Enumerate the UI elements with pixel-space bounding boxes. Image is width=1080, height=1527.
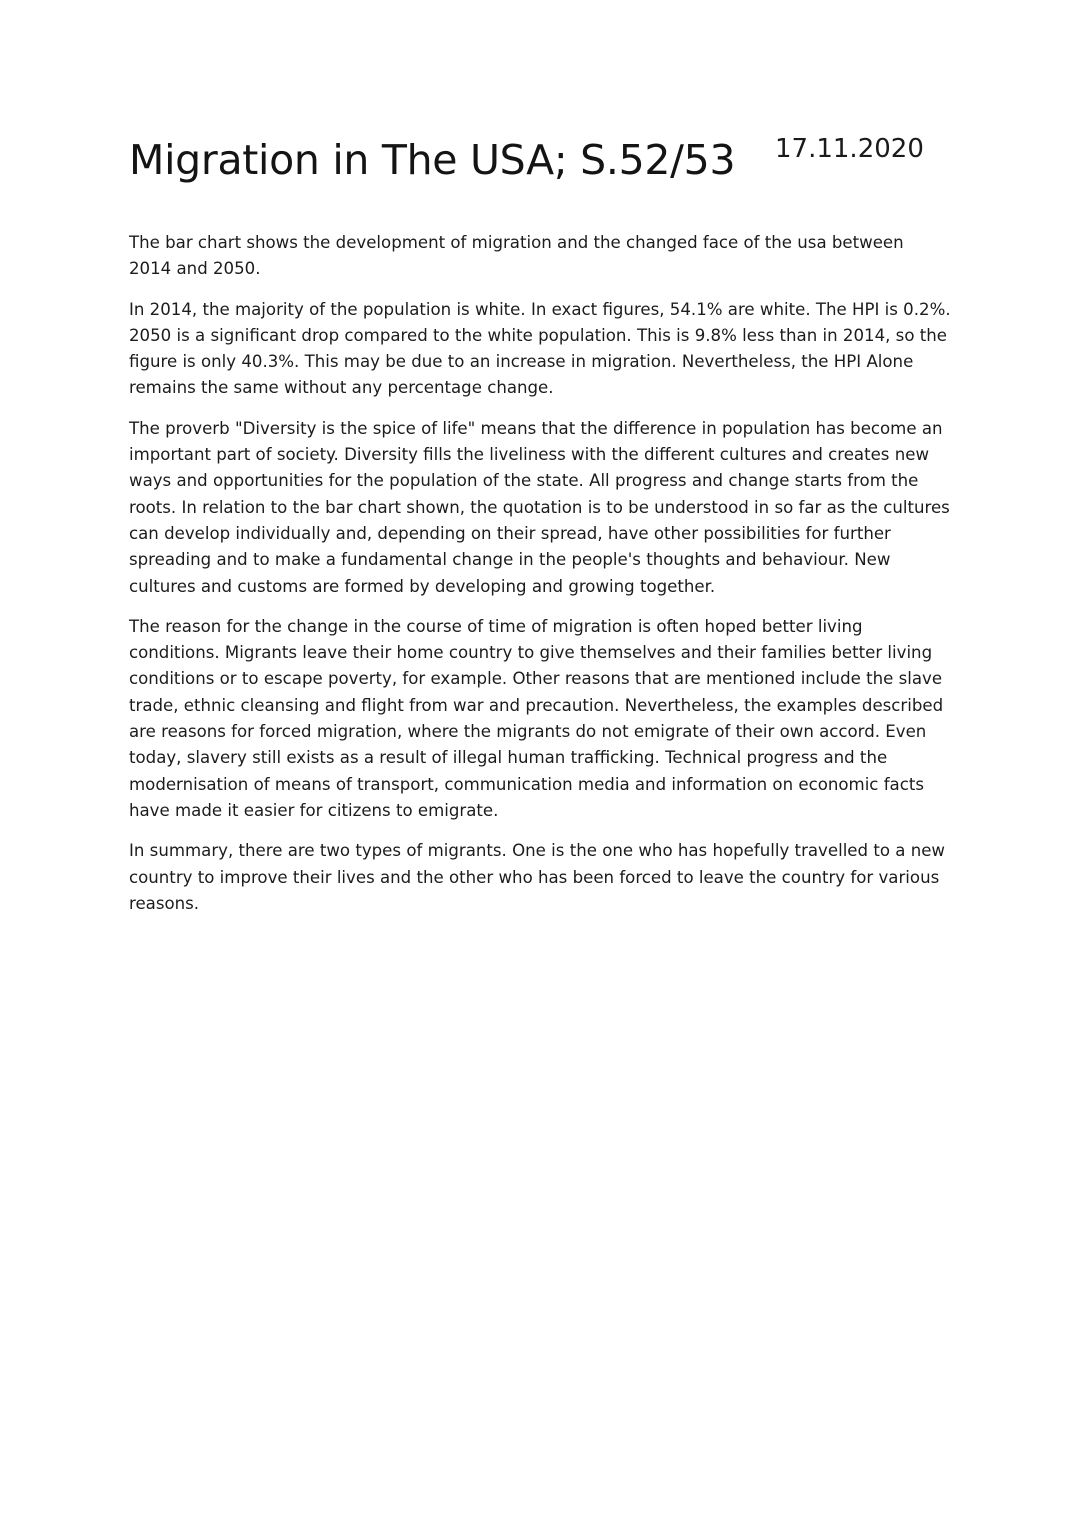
document-date: 17.11.2020: [775, 134, 924, 164]
page-title: Migration in The USA; S.52/53: [129, 136, 736, 184]
paragraph-reasons: The reason for the change in the course of time of migration is often hoped better living conditions. Migrants leave their home country to give themselves and their families better living conditions or to escape poverty, for example. Other reasons that are mentioned include the slave trade, ethnic cleansing and flight from war and precaution. Nevertheless, the examples described are reasons for forced migration, where the migrants do not emigrate of their own accord. Even today, slavery still exists as a result of illegal human trafficking. Technical progress and the modernisation of means of transport, communication media and information on economic facts have made it easier for citizens to emigrate.: [129, 616, 944, 820]
document-header: [129, 132, 929, 192]
paragraph-figures: In 2014, the majority of the population is white. In exact figures, 54.1% are white. The HPI is 0.2%. 2050 is a significant drop compared to the white population. This is 9.8% less than in 2014, so the figure is only 40.3%. This may be due to an increase in migration. Nevertheless, the HPI Alone remains the same without any percentage change.: [129, 299, 951, 398]
document-body: [129, 230, 951, 931]
paragraph-intro: The bar chart shows the development of migration and the changed face of the usa between 2014 and 2050.: [129, 233, 904, 279]
paragraph-proverb: The proverb "Diversity is the spice of life" means that the difference in population has become an important part of society. Diversity fills the liveliness with the different cultures and creates new ways and opportunities for the population of the state. All progress and change starts from the roots. In relation to the bar chart shown, the quotation is to be understood in so far as the cultures can develop individually and, depending on their spread, have other possibilities for further spreading and to make a fundamental change in the people's thoughts and behaviour. New cultures and customs are formed by developing and growing together.: [129, 418, 950, 596]
paragraph-summary: In summary, there are two types of migrants. One is the one who has hopefully travelled to a new country to improve their lives and the other who has been forced to leave the country for various reasons.: [129, 841, 945, 913]
